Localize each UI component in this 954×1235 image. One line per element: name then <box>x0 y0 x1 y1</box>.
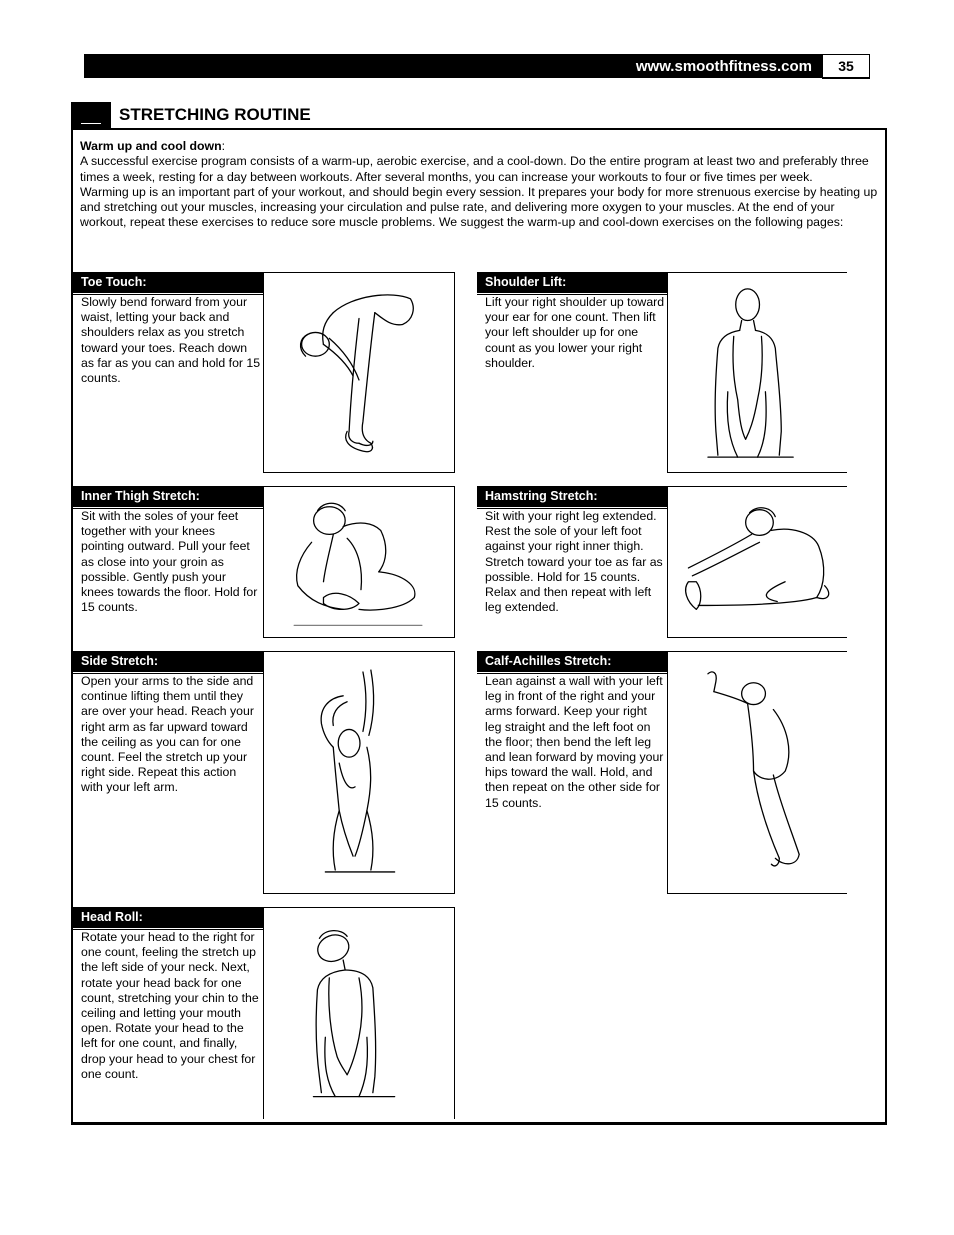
exercise-toe-touch <box>73 272 455 473</box>
exercise-title: Head Roll: <box>73 907 263 928</box>
section-tab-marker <box>71 102 111 128</box>
intro-heading-colon: : <box>221 139 226 153</box>
exercise-title: Calf-Achilles Stretch: <box>477 651 667 672</box>
intro-heading: Warm up and cool down <box>80 139 222 153</box>
exercise-title: Toe Touch: <box>73 272 263 293</box>
inner-thigh-figure <box>263 486 455 638</box>
toe-touch-figure <box>263 272 455 473</box>
exercise-description: Sit with the soles of your feet together with your knees pointing outward. Pull your feet as close into your groin as possible. Gently push your knees towards the floor. Hold for 15 counts. <box>81 509 258 615</box>
calf-achilles-figure <box>667 651 847 894</box>
intro-paragraph-2: Warming up is an important part of your workout, and should begin every session. It prepares your body for more strenuous exercise by heating up and stretching out your muscles, increasing your circulation and pulse rate, and delivering more oxygen to your muscles. At the end of your workout, repeat these exercises to reduce sore muscle problems. We suggest the warm-up and cool-down exercises on the following pages: <box>80 184 878 230</box>
website-url[interactable]: www.smoothfitness.com <box>635 58 812 75</box>
head-roll-figure <box>263 907 455 1119</box>
exercise-description: Lean against a wall with your left leg in front of the right and your arms forward. Keep your right leg straight and the left foot on the floor; then bend the left leg and lean forward by moving your hips toward the wall. Hold, and then repeat on the other side for 15 counts. <box>485 674 664 810</box>
exercise-shoulder-lift <box>477 272 847 473</box>
exercise-description: Sit with your right leg extended. Rest the sole of your left foot against your right inner thigh. Stretch toward your toe as far as possible. Hold for 15 counts. Relax and then repeat with left leg extended. <box>485 509 663 615</box>
page-number: 35 <box>822 54 870 79</box>
exercise-title: Shoulder Lift: <box>477 272 667 293</box>
exercise-head-roll <box>73 907 455 1119</box>
exercise-title: Inner Thigh Stretch: <box>73 486 263 507</box>
header-bar <box>84 54 822 78</box>
exercise-title: Side Stretch: <box>73 651 263 672</box>
exercise-inner-thigh-stretch <box>73 486 455 638</box>
page-header <box>84 54 870 80</box>
side-stretch-figure <box>263 651 455 894</box>
exercise-side-stretch <box>73 651 455 894</box>
intro-text <box>80 139 878 231</box>
exercise-title: Hamstring Stretch: <box>477 486 667 507</box>
exercise-description: Open your arms to the side and continue lifting them until they are over your head. Reach your right arm as far upward toward the ceiling as you can for one count. Feel the stretch up your right side. Repeat this action with your left arm. <box>81 674 254 795</box>
intro-paragraph-1: A successful exercise program consists of a warm-up, aerobic exercise, and a cool-down. Do the entire program at least two and preferably three times a week, resting for a day between workouts. After several months, you can increase your workouts to four or five times per week. <box>80 154 869 184</box>
hamstring-figure <box>667 486 847 638</box>
exercise-calf-achilles-stretch <box>477 651 847 894</box>
section-title: STRETCHING ROUTINE <box>119 105 311 124</box>
exercise-description: Slowly bend forward from your waist, letting your back and shoulders relax as you stretch toward your toes. Reach down as far as you can and hold for 15 counts. <box>81 295 261 386</box>
exercise-hamstring-stretch <box>477 486 847 638</box>
shoulder-lift-figure <box>667 272 847 473</box>
exercise-description: Lift your right shoulder up toward your ear for one count. Then lift your left shoulder up for one count as you lower your right shoulder. <box>485 295 665 370</box>
exercise-description: Rotate your head to the right for one count, feeling the stretch up the left side of your neck. Next, rotate your head back for one count, stretching your chin to the ceiling and letting your mouth open. Rotate your head to the left for one count, and finally, drop your head to your chest for one count. <box>81 930 259 1081</box>
